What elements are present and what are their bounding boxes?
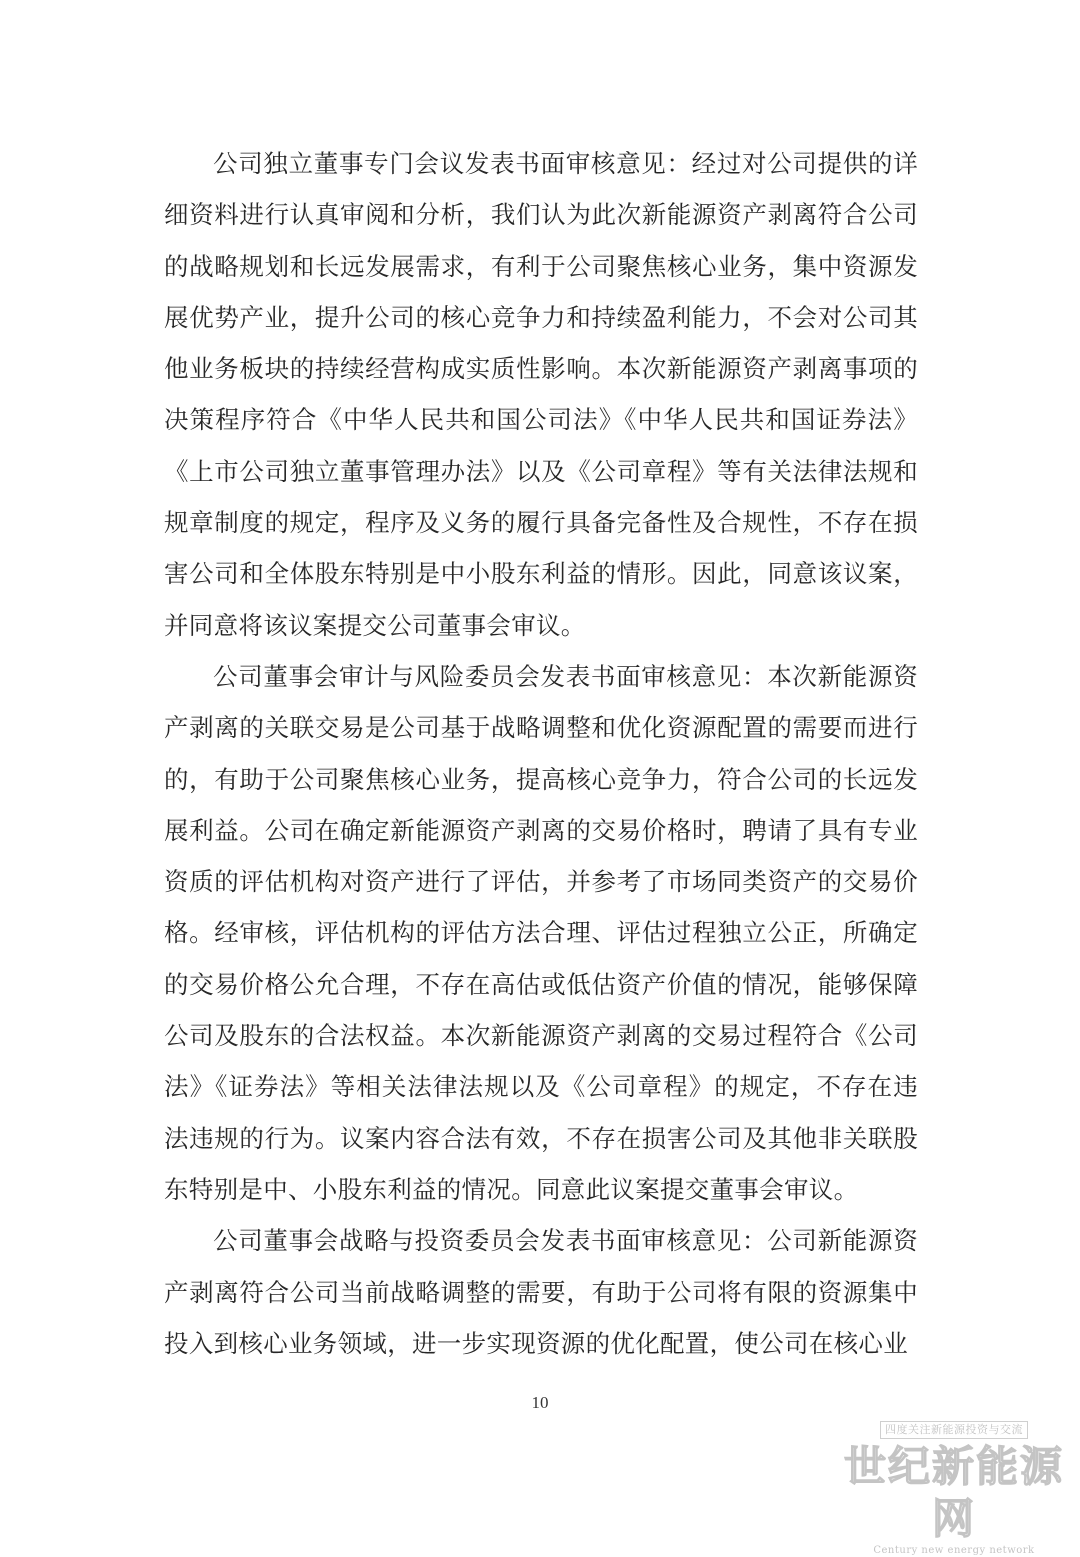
page-number: 10 — [531, 1393, 549, 1412]
watermark-subtitle: Century new energy network — [873, 1545, 1035, 1556]
paragraph-strategy-investment-committee-opinion: 公司董事会战略与投资委员会发表书面审核意见：公司新能源资产剥离符合公司当前战略调整的需要，有助于公司将有限的资源集中投入到核心业务领域，进一步实现资源的优化配置，使公司在核心业 — [164, 1226, 918, 1358]
paragraph-audit-risk-committee-opinion: 公司董事会审计与风险委员会发表书面审核意见：本次新能源资产剥离的关联交易是公司基于战略调整和优化资源配置的需要而进行的，有助于公司聚焦核心业务，提高核心竞争力，符合公司的长远发展利益。公司在确定新能源资产剥离的交易价格时，聘请了具有专业资质的评估机构对资产进行了评估，并参考了市场同类资产的交易价格。经审核，评估机构的评估方法合理、评估过程独立公正，所确定的交易价格公允合理，不存在高估或低估资产价值的情况，能够保障公司及股东的合法权益。本次新能源资产剥离的交易过程符合《公司法》《证券法》等相关法律法规以及《公司章程》的规定，不存在违法违规的行为。议案内容合法有效，不存在损害公司及其他非关联股东特别是中、小股东利益的情况。同意此议案提交董事会审议。 — [164, 661, 918, 1204]
watermark-logo — [844, 1418, 1064, 1557]
document-body — [164, 138, 918, 1369]
watermark-logo-text: 世纪新能源网 — [844, 1442, 1065, 1543]
paragraph-independent-directors-opinion: 公司独立董事专门会议发表书面审核意见：经过对公司提供的详细资料进行认真审阅和分析，我们认为此次新能源资产剥离符合公司的战略规划和长远发展需求，有利于公司聚焦核心业务，集中资源发展优势产业，提升公司的核心竞争力和持续盈利能力，不会对公司其他业务板块的持续经营构成实质性影响。本次新能源资产剥离事项的决策程序符合《中华人民共和国公司法》《中华人民共和国证券法》《上市公司独立董事管理办法》以及《公司章程》等有关法律法规和规章制度的规定，程序及义务的履行具备完备性及合规性，不存在损害公司和全体股东特别是中小股东利益的情形。因此，同意该议案，并同意将该议案提交公司董事会审议。 — [164, 149, 918, 640]
watermark-caption: 四度关注新能源投资与交流 — [880, 1421, 1028, 1439]
